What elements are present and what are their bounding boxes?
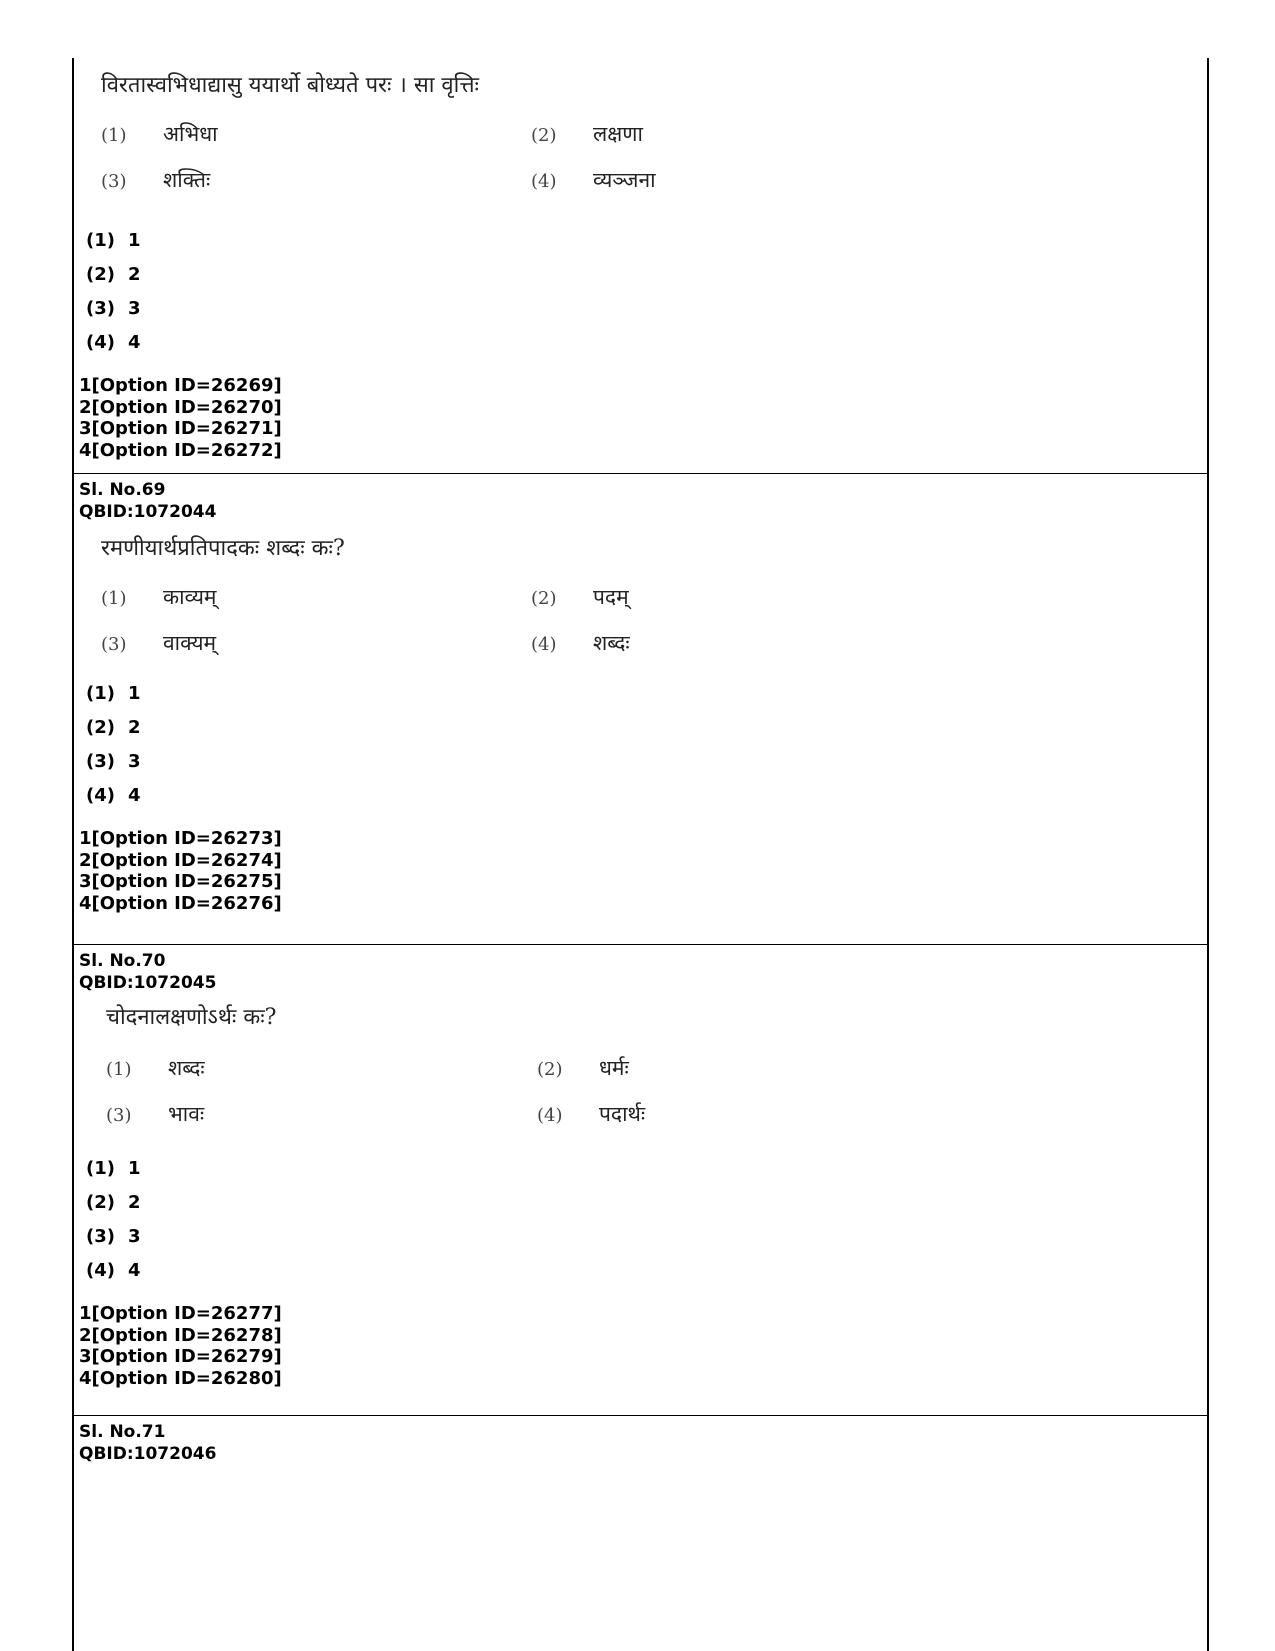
option-text: शक्तिः xyxy=(163,168,211,192)
divider xyxy=(72,1415,1209,1416)
answer-item xyxy=(86,711,1199,745)
answer-key: (1) xyxy=(86,683,115,704)
option-4 xyxy=(531,168,656,192)
option-text: धर्मः xyxy=(599,1056,629,1080)
answer-key: (2) xyxy=(86,1192,115,1213)
options-row xyxy=(79,631,1199,677)
answer-key: (4) xyxy=(86,1260,115,1281)
option-id: 4[Option ID=26280] xyxy=(79,1367,282,1389)
answer-value: 2 xyxy=(128,1192,141,1213)
answer-value: 2 xyxy=(128,264,141,285)
answer-list xyxy=(86,1152,1199,1288)
answer-item xyxy=(86,1254,1199,1288)
answer-item xyxy=(86,1186,1199,1220)
option-text: शब्दः xyxy=(593,631,630,655)
answer-key: (2) xyxy=(86,717,115,738)
page-border-left xyxy=(72,58,74,1651)
option-text: पदार्थः xyxy=(599,1102,646,1126)
option-2 xyxy=(531,585,629,609)
answer-item xyxy=(86,258,1199,292)
qbid: QBID:1072046 xyxy=(79,1444,217,1464)
option-id: 3[Option ID=26271] xyxy=(79,418,282,439)
option-2 xyxy=(537,1056,629,1080)
option-3 xyxy=(106,1102,205,1126)
serial-number: Sl. No.70 xyxy=(79,951,166,971)
answer-key: (4) xyxy=(86,332,115,353)
option-text: शब्दः xyxy=(168,1056,205,1080)
answer-item xyxy=(86,1220,1199,1254)
answer-item xyxy=(86,745,1199,779)
option-id: 3[Option ID=26279] xyxy=(79,1346,282,1367)
option-1 xyxy=(106,1056,205,1080)
options-row xyxy=(79,1056,1199,1102)
question-block-71 xyxy=(79,1421,1199,1465)
answer-list xyxy=(86,677,1199,813)
option-text: लक्षणा xyxy=(593,122,643,146)
answer-item xyxy=(86,224,1199,258)
options-row xyxy=(79,1102,1199,1148)
option-number: (1) xyxy=(106,1059,132,1080)
answer-value: 4 xyxy=(128,785,141,806)
qbid: QBID:1072044 xyxy=(79,502,217,522)
option-1 xyxy=(101,585,217,609)
option-id-list xyxy=(79,375,1199,461)
option-id: 2[Option ID=26278] xyxy=(79,1324,282,1346)
option-number: (4) xyxy=(537,1105,563,1126)
option-number: (2) xyxy=(537,1059,563,1080)
option-number: (1) xyxy=(101,125,127,146)
answer-value: 3 xyxy=(128,298,141,319)
option-text: अभिधा xyxy=(163,122,218,146)
answer-list xyxy=(86,224,1199,360)
option-text: वाक्यम् xyxy=(163,631,217,655)
divider xyxy=(72,944,1209,945)
answer-value: 1 xyxy=(128,230,141,251)
option-id-list xyxy=(79,1303,1199,1389)
option-2 xyxy=(531,122,643,146)
serial-number: Sl. No.71 xyxy=(79,1422,166,1442)
option-number: (3) xyxy=(106,1105,132,1126)
option-4 xyxy=(537,1102,646,1126)
question-text: रमणीयार्थप्रतिपादकः शब्दः कः? xyxy=(101,536,345,561)
answer-key: (1) xyxy=(86,1158,115,1179)
option-number: (4) xyxy=(531,171,557,192)
answer-key: (3) xyxy=(86,751,115,772)
option-text: काव्यम् xyxy=(163,585,217,609)
option-id: 4[Option ID=26276] xyxy=(79,892,282,914)
answer-key: (3) xyxy=(86,298,115,319)
option-number: (1) xyxy=(101,588,127,609)
option-4 xyxy=(531,631,630,655)
options-row xyxy=(79,122,1199,168)
answer-value: 1 xyxy=(128,1158,141,1179)
answer-item xyxy=(86,779,1199,813)
answer-value: 2 xyxy=(128,717,141,738)
answer-key: (3) xyxy=(86,1226,115,1247)
option-number: (3) xyxy=(101,171,127,192)
question-block-70 xyxy=(79,950,1199,1389)
answer-item xyxy=(86,326,1199,360)
option-id: 1[Option ID=26277] xyxy=(79,1303,282,1324)
question-block-68 xyxy=(79,72,1199,461)
answer-value: 3 xyxy=(128,751,141,772)
option-id-list xyxy=(79,828,1199,914)
answer-value: 1 xyxy=(128,683,141,704)
option-text: भावः xyxy=(168,1102,205,1126)
option-id: 4[Option ID=26272] xyxy=(79,439,282,461)
option-3 xyxy=(101,631,217,655)
option-id: 1[Option ID=26269] xyxy=(79,375,282,396)
qbid: QBID:1072045 xyxy=(79,973,217,993)
option-1 xyxy=(101,122,218,146)
answer-key: (4) xyxy=(86,785,115,806)
question-block-69 xyxy=(79,479,1199,914)
answer-value: 3 xyxy=(128,1226,141,1247)
answer-key: (2) xyxy=(86,264,115,285)
options-row xyxy=(79,585,1199,631)
answer-item xyxy=(86,677,1199,711)
option-number: (3) xyxy=(101,634,127,655)
question-text: विरतास्वभिधाद्यासु ययार्थो बोध्यते परः । सा वृत्तिः xyxy=(101,73,479,98)
serial-number: Sl. No.69 xyxy=(79,480,166,500)
option-id: 3[Option ID=26275] xyxy=(79,871,282,892)
answer-value: 4 xyxy=(128,332,141,353)
answer-item xyxy=(86,1152,1199,1186)
options-row xyxy=(79,168,1199,214)
divider xyxy=(72,473,1209,474)
option-3 xyxy=(101,168,211,192)
option-number: (2) xyxy=(531,125,557,146)
option-text: पदम् xyxy=(593,585,629,609)
option-text: व्यञ्जना xyxy=(593,168,656,192)
option-id: 2[Option ID=26270] xyxy=(79,396,282,418)
option-number: (4) xyxy=(531,634,557,655)
answer-value: 4 xyxy=(128,1260,141,1281)
answer-item xyxy=(86,292,1199,326)
answer-key: (1) xyxy=(86,230,115,251)
question-text: चोदनालक्षणोऽर्थः कः? xyxy=(106,1005,277,1030)
page-border-right xyxy=(1207,58,1209,1651)
option-id: 2[Option ID=26274] xyxy=(79,849,282,871)
option-number: (2) xyxy=(531,588,557,609)
option-id: 1[Option ID=26273] xyxy=(79,828,282,849)
